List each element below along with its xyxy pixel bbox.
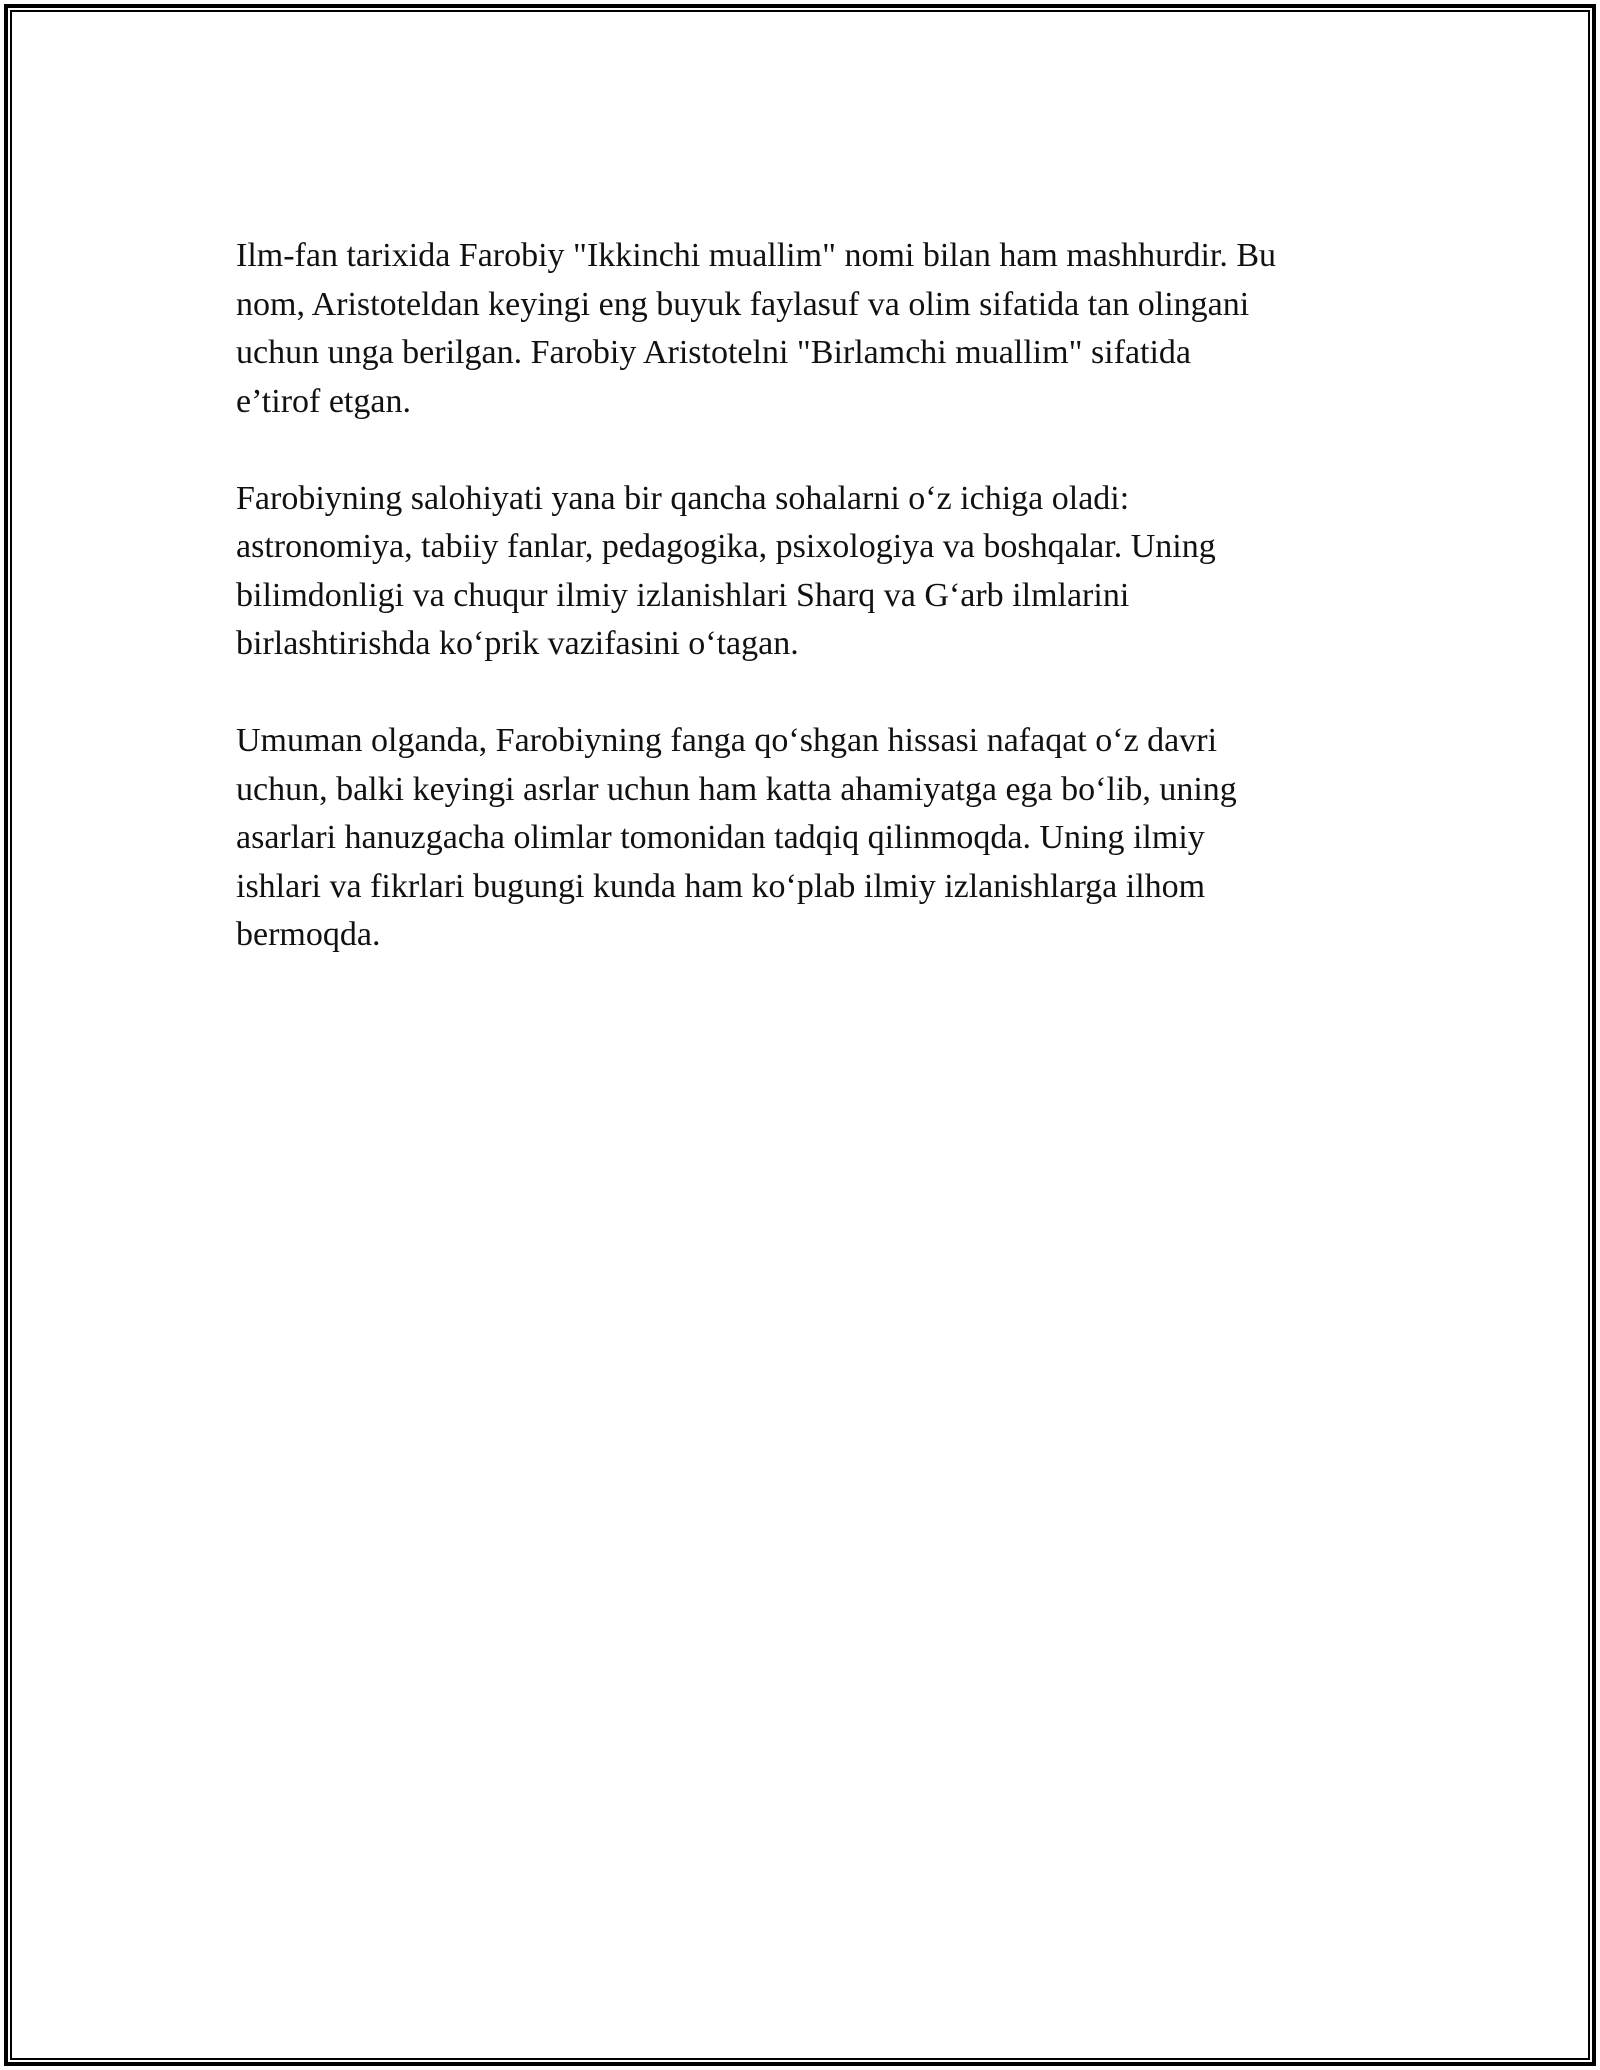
- paragraph-3: Umuman olganda, Farobiyning fanga qo‘shgan hissasi nafaqat o‘z davri uchun, balki keyingi asrlar uchun ham katta ahamiyatga ega bo‘lib, uning asarlari hanuzgacha olimlar tomonidan tadqiq qilinmoqda. Uning ilmiy ishlari va fikrlari bugungi kunda ham ko‘plab ilmiy izlanishlarga ilhom bermoqda.: [236, 722, 1237, 953]
- document-body: [236, 232, 1386, 1008]
- paragraph-2: Farobiyning salohiyati yana bir qancha sohalarni o‘z ichiga oladi: astronomiya, tabiiy fanlar, pedagogika, psixologiya va boshqalar. Uning bilimdonligi va chuqur ilmiy izlanishlari Sharq va G‘arb ilmlarini birlashtirishda ko‘prik vazifasini o‘tagan.: [236, 479, 1216, 662]
- paragraph-1: Ilm-fan tarixida Farobiy "Ikkinchi muallim" nomi bilan ham mashhurdir. Bu nom, Aristoteldan keyingi eng buyuk faylasuf va olim sifatida tan olingani uchun unga berilgan. Farobiy Aristotelni "Birlamchi muallim" sifatida e’tirof etgan.: [236, 237, 1277, 420]
